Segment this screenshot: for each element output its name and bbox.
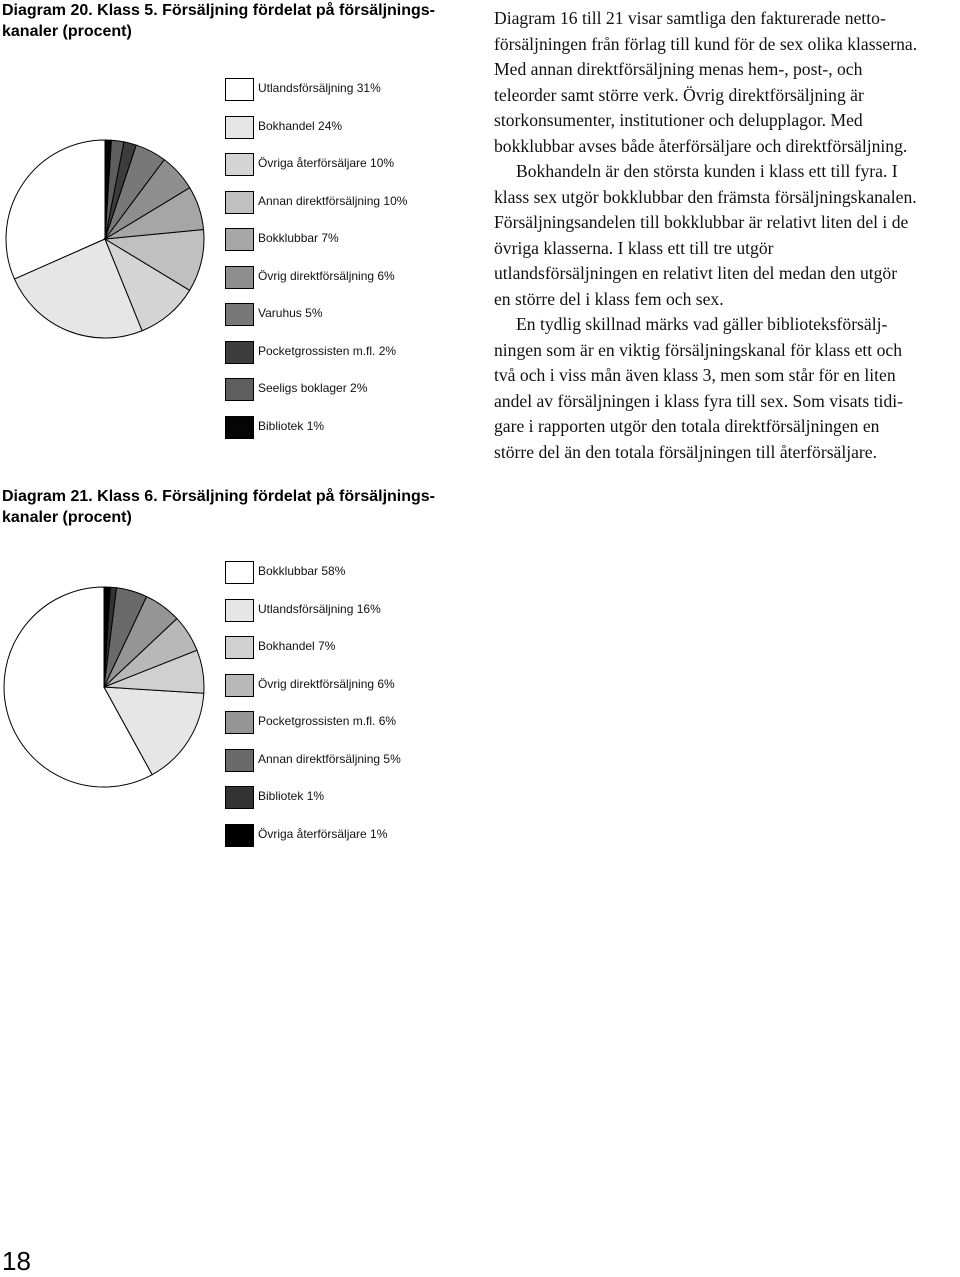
legend-swatch bbox=[225, 191, 254, 214]
legend-swatch bbox=[225, 824, 254, 847]
text-line: övriga klasserna. I klass ett till tre utgör bbox=[494, 237, 774, 258]
text-line: en större del i klass fem och sex. bbox=[494, 288, 724, 309]
legend-swatch bbox=[225, 228, 254, 251]
body-text bbox=[494, 6, 958, 465]
text-line: Bokhandeln är den största kunden i klass ett till fyra. I bbox=[516, 161, 898, 181]
legend-label: Utlandsförsäljning 16% bbox=[258, 601, 381, 616]
text-line: En tydlig skillnad märks vad gäller biblioteksförsälj- bbox=[516, 314, 888, 334]
legend-swatch bbox=[225, 711, 254, 734]
diagram-21-title-line2: kanaler (procent) bbox=[2, 509, 132, 526]
legend-label: Bokklubbar 7% bbox=[258, 231, 339, 245]
legend-label: Bokhandel 24% bbox=[258, 118, 343, 133]
text-line: bokklubbar avses både återförsäljare och direktförsäljning. bbox=[494, 135, 908, 156]
legend-swatch bbox=[225, 749, 254, 772]
legend-swatch bbox=[225, 116, 254, 139]
text-line: utlandsförsäljningen en relativt liten del medan den utgör bbox=[494, 263, 898, 283]
text-line: klass sex utgör bokklubbar den främsta försäljningskanalen. bbox=[494, 186, 917, 207]
legend-label: Pocketgrossisten m.fl. 6% bbox=[258, 714, 397, 728]
text-line: ningen som är en viktig försäljningskanal för klass ett och bbox=[494, 339, 902, 360]
legend-label: Annan direktförsäljning 5% bbox=[258, 751, 401, 766]
legend-label: Utlandsförsäljning 31% bbox=[258, 81, 381, 95]
legend-label: Varuhus 5% bbox=[258, 306, 323, 320]
text-line: Diagram 16 till 21 visar samtliga den fakturerade netto- bbox=[494, 8, 886, 28]
legend-label: Bokhandel 7% bbox=[258, 639, 336, 653]
paragraph-1 bbox=[494, 6, 958, 159]
legend-label: Bibliotek 1% bbox=[258, 418, 325, 433]
text-line: större del än den totala försäljningen till återförsäljare. bbox=[494, 441, 877, 462]
text-line: försäljningen från förlag till kund för de sex olika klasserna. bbox=[494, 33, 918, 54]
legend-swatch bbox=[225, 636, 254, 659]
pie-chart-klass-6 bbox=[3, 586, 205, 788]
legend-label: Annan direktförsäljning 10% bbox=[258, 193, 408, 208]
legend-label: Övrig direktförsäljning 6% bbox=[258, 268, 395, 283]
page-number: 18 bbox=[2, 1246, 31, 1276]
text-line: storkonsumenter, institutioner och delupplagor. Med bbox=[494, 110, 863, 130]
legend-swatch bbox=[225, 153, 254, 176]
legend-swatch bbox=[225, 303, 254, 326]
legend-label: Bokklubbar 58% bbox=[258, 564, 346, 578]
legend-label: Bibliotek 1% bbox=[258, 789, 325, 803]
text-line: två och i viss mån även klass 3, men som står för en liten bbox=[494, 365, 896, 385]
text-line: Med annan direktförsäljning menas hem-, post-, och bbox=[494, 59, 863, 79]
legend-label: Övriga återförsäljare 10% bbox=[258, 156, 395, 170]
legend-swatch bbox=[225, 599, 254, 622]
paragraph-2 bbox=[494, 159, 958, 185]
legend-label: Övriga återförsäljare 1% bbox=[258, 826, 388, 841]
diagram-21-title-line1: Diagram 21. Klass 6. Försäljning fördelat på försäljnings- bbox=[2, 488, 435, 505]
legend-swatch bbox=[225, 416, 254, 439]
diagram-20-title-line2: kanaler (procent) bbox=[2, 23, 132, 40]
text-line: gare i rapporten utgör den totala direktförsäljningen en bbox=[494, 416, 880, 436]
legend-label: Seeligs boklager 2% bbox=[258, 381, 368, 395]
text-line: Försäljningsandelen till bokklubbar är relativt liten del i de bbox=[494, 212, 909, 232]
legend-swatch bbox=[225, 786, 254, 809]
paragraph-3-cont bbox=[494, 338, 958, 466]
paragraph-2-cont bbox=[494, 185, 958, 313]
legend-label: Pocketgrossisten m.fl. 2% bbox=[258, 343, 397, 358]
diagram-20-title-line1: Diagram 20. Klass 5. Försäljning fördelat på försäljnings- bbox=[2, 2, 435, 19]
legend-swatch bbox=[225, 378, 254, 401]
paragraph-3 bbox=[494, 312, 958, 338]
text-line: teleorder samt större verk. Övrig direktförsäljning är bbox=[494, 84, 864, 105]
legend-label: Övrig direktförsäljning 6% bbox=[258, 676, 395, 691]
legend-swatch bbox=[225, 266, 254, 289]
legend-swatch bbox=[225, 674, 254, 697]
legend-swatch bbox=[225, 561, 254, 584]
diagram-20-title bbox=[2, 0, 435, 42]
legend-swatch bbox=[225, 341, 254, 364]
diagram-21-title bbox=[2, 486, 435, 528]
text-line: andel av försäljningen i klass fyra till sex. Som visats tidi- bbox=[494, 390, 903, 411]
pie-chart-klass-5 bbox=[5, 139, 205, 339]
legend-swatch bbox=[225, 78, 254, 101]
